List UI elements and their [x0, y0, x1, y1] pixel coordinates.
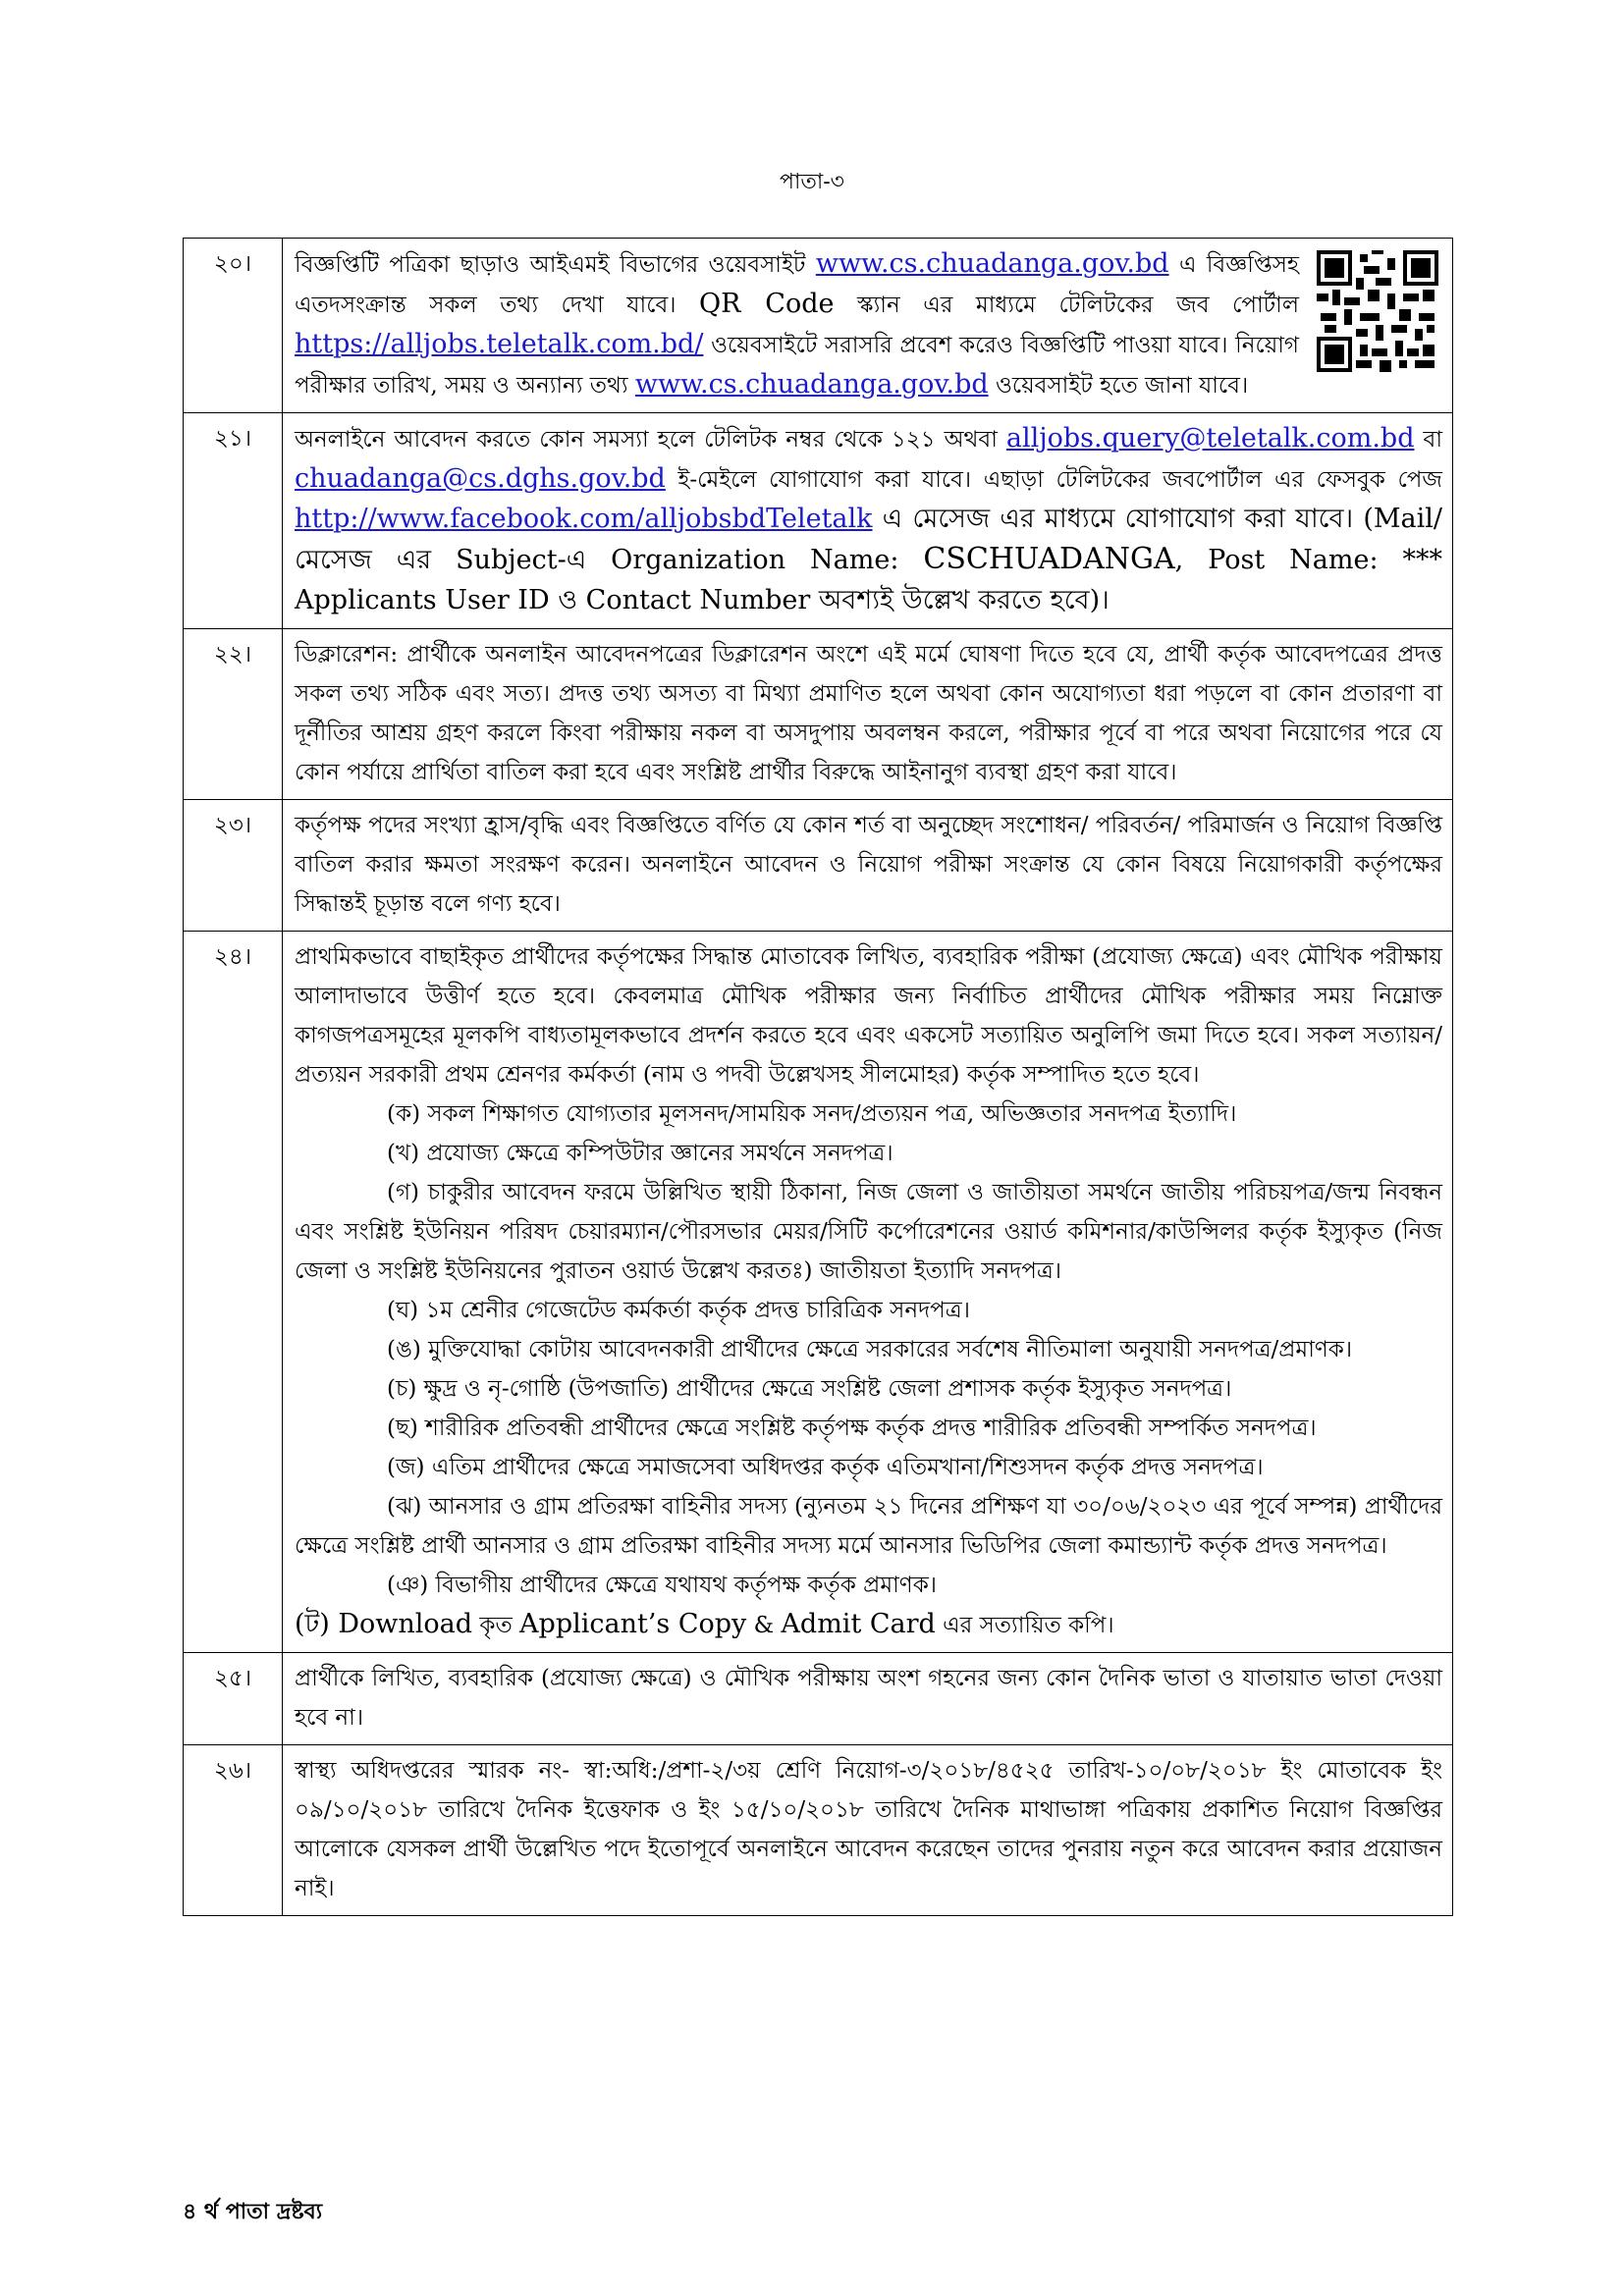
website-link-2[interactable]: www.cs.chuadanga.gov.bd [634, 369, 989, 400]
item-number: ২১। [184, 413, 283, 629]
table-row [184, 800, 1453, 932]
item-number: ২২। [184, 629, 283, 800]
attested-copy-text: এর সত্যায়িত কপি। [935, 1613, 1114, 1638]
table-row [184, 1745, 1453, 1916]
teletalk-portal-link[interactable]: https://alljobs.teletalk.com.bd/ [295, 329, 704, 359]
email-link-teletalk[interactable]: alljobs.query@teletalk.com.bd [1005, 423, 1415, 454]
table-row [184, 629, 1453, 800]
item-number: ২৬। [184, 1745, 283, 1916]
document-list-item: (চ) ক্ষুদ্র ও নৃ-গোষ্ঠি (উপজাতি) প্রার্থীদের ক্ষেত্রে সংশ্লিষ্ট জেলা প্রশাসক কর্তৃক ইস্যুকৃত সনদপত্র। [387, 1376, 1232, 1402]
organization-name: CSCHUADANGA [923, 542, 1175, 576]
item21-text-4: এ মেসেজ এর মাধ্যমে যোগাযোগ করা যাবে। (Mail/মেসেজ এর Subject-এ Organization Name: [295, 504, 1442, 575]
item-number: ২৩। [184, 800, 283, 932]
document-list-item: (জ) এতিম প্রার্থীদের ক্ষেত্রে সমাজসেবা অধিদপ্তর কর্তৃক এতিমখানা/শিশুসদন কর্তৃক প্রদত্ত সনদপত্র। [387, 1455, 1264, 1480]
notice-table [183, 238, 1453, 1916]
table-row [184, 239, 1453, 413]
item20-text-2: এ বিজ্ঞপ্তিসহ এতদসংক্রান্ত সকল তথ্য দেখা যাবে। [295, 252, 1299, 318]
table-row [184, 413, 1453, 629]
qr-code-icon[interactable] [1317, 250, 1438, 372]
table-row [184, 1653, 1453, 1745]
item-number: ২০। [184, 239, 283, 413]
document-list-item: (ক) সকল শিক্ষাগত যোগ্যতার মূলসনদ/সাময়িক সনদ/প্রত্যয়ন পত্র, অভিজ্ঞতার সনদপত্র ইত্যাদি। [387, 1101, 1237, 1127]
download-label: (ট) Download [295, 1609, 473, 1639]
item21-text-3: ই-মেইলে যোগাযোগ করা যাবে। এছাড়া টেলিটকের জবপোর্টাল এর ফেসবুক পেজ [665, 467, 1442, 493]
item-text [283, 413, 1453, 629]
document-list-item: (খ) প্রযোজ্য ক্ষেত্রে কম্পিউটার জ্ঞানের সমর্থনে সনদপত্র। [387, 1141, 893, 1166]
item-text [283, 932, 1453, 1653]
website-link[interactable]: www.cs.chuadanga.gov.bd [815, 248, 1169, 279]
item20-text-5: ওয়েবসাইট হতে জানা যাবে। [988, 373, 1249, 399]
document-list-item: (ঙ) মুক্তিযোদ্ধা কোটায় আবেদনকারী প্রার্থীদের ক্ষেত্রে সরকারের সর্বশেষ নীতিমালা অনুযায়ী সনদপত্র/প্রমাণক। [387, 1337, 1353, 1362]
table-row [184, 932, 1453, 1653]
applicant-copy-label: Applicant’s Copy [519, 1609, 747, 1639]
item21-text-1: অনলাইনে আবেদন করতে কোন সমস্যা হলে টেলিটক নম্বর থেকে ১২১ অথবা [295, 427, 1006, 453]
item20-text-1: বিজ্ঞপ্তিটি পত্রিকা ছাড়াও আইএমই বিভাগের ওয়েবসাইট [295, 252, 816, 278]
item-text: স্বাস্থ্য অধিদপ্তরের স্মারক নং- স্বা:অধি:/প্রশা-২/৩য় শ্রেণি নিয়োগ-৩/২০১৮/৪৫২৫ তারিখ-১০/০৮/২০১৮ ইং মোতাবেক ইং ০৯/১০/২০১৮ তারিখে দৈনিক ইত্তেফাক ও ইং ১৫/১০/২০১৮ তারিখে দৈনিক মাথাভাঙ্গা পত্রিকায় প্রকাশিত নিয়োগ বিজ্ঞপ্তির আলোকে যেসকল প্রার্থী উল্লেখিত পদে ইতোপূর্বে অনলাইনে আবেদন করেছেন তাদের পুনরায় নতুন করে আবেদন করার প্রয়োজন নাই। [283, 1745, 1453, 1916]
item-text: প্রার্থীকে লিখিত, ব্যবহারিক (প্রযোজ্য ক্ষেত্রে) ও মৌখিক পরীক্ষায় অংশ গহনের জন্য কোন দৈনিক ভাতা ও যাতায়াত ভাতা দেওয়া হবে না। [283, 1653, 1453, 1745]
item20-text-4: ওয়েবসাইটে সরাসরি প্রবেশ করেও বিজ্ঞপ্তিটি পাওয়া যাবে। নিয়োগ পরীক্ষার তারিখ, সময় ও অন্যান্য তথ্য [295, 333, 1299, 399]
item-text: ডিক্লারেশন: প্রার্থীকে অনলাইন আবেদনপত্রের ডিক্লারেশন অংশে এই মর্মে ঘোষণা দিতে হবে যে, প্রার্থী কর্তৃক আবেদপত্রের প্রদত্ত সকল তথ্য সঠিক এবং সত্য। প্রদত্ত তথ্য অসত্য বা মিথ্যা প্রমাণিত হলে অথবা কোন অযোগ্যতা ধরা পড়লে বা কোন প্রতারণা বা দূর্নীতির আশ্রয় গ্রহণ করলে কিংবা পরীক্ষায় নকল বা অসদুপায় অবলম্বন করলে, পরীক্ষার পূর্বে বা পরে অথবা নিয়োগের পরে যে কোন পর্যায়ে প্রার্থিতা বাতিল করা হবে এবং সংশ্লিষ্ট প্রার্থীর বিরুদ্ধে আইনানুগ ব্যবস্থা গ্রহণ করা যাবে। [283, 629, 1453, 800]
admit-card-label: Admit Card [781, 1609, 936, 1639]
item20-text-3: স্ক্যান এর মাধ্যমে টেলিটকের জব পোর্টাল [834, 293, 1299, 318]
item24-intro: প্রাথমিকভাবে বাছাইকৃত প্রার্থীদের কর্তৃপক্ষের সিদ্ধান্ত মোতাবেক লিখিত, ব্যবহারিক পরীক্ষা (প্রযোজ্য ক্ষেত্রে) এবং মৌখিক পরীক্ষায় আলাদাভাবে উত্তীর্ণ হতে হবে। কেবলমাত্র মৌখিক পরীক্ষার জন্য নির্বাচিত প্রার্থীদের মৌখিক পরীক্ষার সময় নিম্নোক্ত কাগজপত্রসমূহের মূলকপি বাধ্যতামূলকভাবে প্রদর্শন করতে হবে এবং একসেট সত্যায়িত অনুলিপি জমা দিতে হবে। সকল সত্যায়ন/প্রত্যয়ন সরকারী প্রথম শ্রেনণর কর্মকর্তা (নাম ও পদবী উল্লেখসহ সীলমোহর) কর্তৃক সম্পাদিত হতে হবে। [295, 944, 1442, 1088]
download-text: কৃত [472, 1613, 520, 1638]
document-list-item: (ঘ) ১ম শ্রেনীর গেজেটেড কর্মকর্তা কর্তৃক প্রদত্ত চারিত্রিক সনদপত্র। [387, 1298, 970, 1323]
document-list-item: (গ) চাকুরীর আবেদন ফরমে উল্লিখিত স্থায়ী ঠিকানা, নিজ জেলা ও জাতীয়তা সমর্থনে জাতীয় পরিচয়পত্র/জন্ম নিবন্ধন এবং সংশ্লিষ্ট ইউনিয়ন পরিষদ চেয়ারম্যান/পৌরসভার মেয়র/সিটি কর্পোরেশনের ওয়ার্ড কমিশনার/কাউন্সিলর কর্তৃক ইস্যুকৃত (নিজ জেলা ও সংশ্লিষ্ট ইউনিয়নের পুরাতন ওয়ার্ড উল্লেখ করতঃ) জাতীয়তা ইত্যাদি সনদপত্র। [295, 1180, 1442, 1284]
page-number: পাতা-৩ [780, 170, 844, 194]
facebook-link[interactable]: http://www.facebook.com/alljobsbdTeletalk [295, 504, 873, 534]
document-list-item-download [295, 1605, 1442, 1645]
document-list-item: (ঞ) বিভাগীয় প্রার্থীদের ক্ষেত্রে যথাযথ কর্তৃপক্ষ কর্তৃক প্রমাণক। [387, 1573, 938, 1598]
item21-text-2: বা [1414, 427, 1442, 453]
ampersand: & [746, 1613, 782, 1638]
item-number: ২৪। [184, 932, 283, 1653]
item-text [283, 239, 1453, 413]
item-number: ২৫। [184, 1653, 283, 1745]
email-link-chuadanga[interactable]: chuadanga@cs.dghs.gov.bd [295, 463, 666, 494]
qr-code-label: QR Code [699, 289, 835, 319]
document-list-item: (ছ) শারীরিক প্রতিবন্ধী প্রার্থীদের ক্ষেত্রে সংশ্লিষ্ট কর্তৃপক্ষ কর্তৃক প্রদত্ত শারীরিক প্রতিবন্ধী সম্পর্কিত সনদপত্র। [387, 1415, 1317, 1441]
document-list-item: (ঝ) আনসার ও গ্রাম প্রতিরক্ষা বাহিনীর সদস্য (ন্যুনতম ২১ দিনের প্রশিক্ষণ যা ৩০/০৬/২০২৩ এর পূর্বে সম্পন্ন) প্রার্থীদের ক্ষেত্রে সংশ্লিষ্ট প্রার্থী আনসার ও গ্রাম প্রতিরক্ষা বাহিনীর সদস্য মর্মে আনসার ভিডিপির জেলা কমান্ড্যান্ট কর্তৃক প্রদত্ত সনদপত্র। [295, 1494, 1442, 1559]
next-page-note: ৪ র্থ পাতা দ্রষ্টব্য [183, 2199, 323, 2224]
item-text: কর্তৃপক্ষ পদের সংখ্যা হ্রাস/বৃদ্ধি এবং বিজ্ঞপ্তিতে বর্ণিত যে কোন শর্ত বা অনুচ্ছেদ সংশোধন/ পরিবর্তন/ পরিমার্জন ও নিয়োগ বিজ্ঞপ্তি বাতিল করার ক্ষমতা সংরক্ষণ করেন। অনলাইনে আবেদন ও নিয়োগ পরীক্ষা সংক্রান্ত যে কোন বিষয়ে নিয়োগকারী কর্তৃপক্ষের সিদ্ধান্তই চূড়ান্ত বলে গণ্য হবে। [283, 800, 1453, 932]
item21-text-5: , Post Name: *** Applicants User ID ও Contact Number অবশ্যই উল্লেখ করতে হবে)। [295, 545, 1443, 615]
